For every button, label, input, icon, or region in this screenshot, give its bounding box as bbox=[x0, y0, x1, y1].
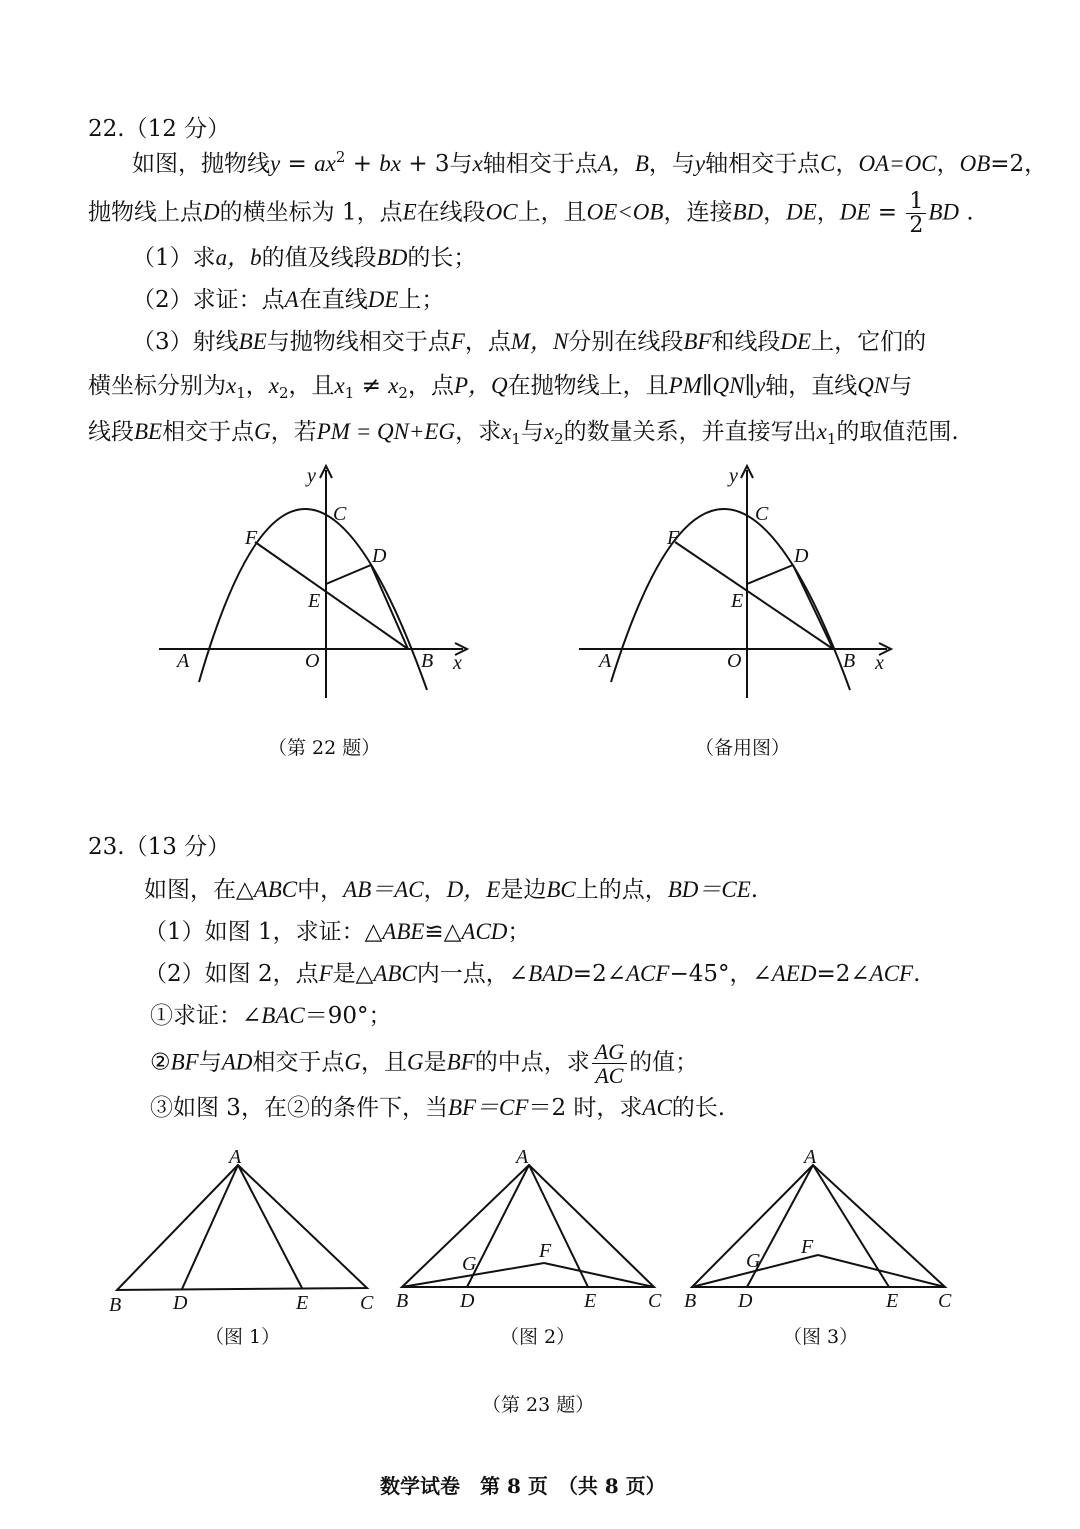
q23-figure-3 bbox=[682, 1145, 967, 1315]
label-G: G bbox=[462, 1253, 477, 1275]
label-C: C bbox=[333, 503, 347, 525]
label-D: D bbox=[460, 1290, 475, 1312]
label-x: x bbox=[453, 652, 462, 674]
one-half-fraction: $\frac{1}{2}$ bbox=[906, 190, 926, 237]
q22-intro-line: 如图，抛物线$y = ax^2$ + bx + 3与x轴相交于点A，B，与y轴相交于点C，OA=OC，OB=2， bbox=[132, 148, 1048, 177]
q23-figure-2 bbox=[392, 1145, 672, 1315]
q23-caption-2: （图 2） bbox=[500, 1326, 576, 1348]
label-A: A bbox=[516, 1146, 529, 1168]
label-A: A bbox=[229, 1146, 242, 1168]
label-G: G bbox=[746, 1250, 761, 1272]
q23-figure-1 bbox=[105, 1145, 385, 1315]
q23-sub1: ①求证：∠BAC＝90°； bbox=[150, 1003, 392, 1029]
q22-part1: （1）求a，b的值及线段BD的长； bbox=[132, 245, 477, 271]
label-C: C bbox=[360, 1292, 374, 1314]
triangle-ABC bbox=[117, 1165, 367, 1290]
segment-FC bbox=[544, 1263, 654, 1287]
label-O: O bbox=[727, 650, 742, 672]
q23-caption-1: （图 1） bbox=[205, 1326, 281, 1348]
label-B: B bbox=[396, 1290, 409, 1312]
label-B: B bbox=[421, 650, 434, 672]
label-D: D bbox=[738, 1290, 753, 1312]
label-F: F bbox=[539, 1240, 552, 1262]
q22-part3-line1: （3）射线BE与抛物线相交于点F，点M，N分别在线段BF和线段DE上，它们的 bbox=[132, 329, 927, 355]
q22-figure-spare bbox=[575, 462, 905, 702]
label-E: E bbox=[584, 1290, 597, 1312]
q22-part3-line3: 线段BE相交于点G，若PM = QN+EG，求$x_1$与$x_2$的数量关系，并直接写出$x_1$的取值范围. bbox=[88, 419, 959, 448]
q22-part3-line2: 横坐标分别为$x_1$，$x_2$，且$x_1 \ne x_2$，点P，Q在抛物线上，且PM∥QN∥y轴，直线QN与 bbox=[88, 373, 913, 402]
segment-AE bbox=[238, 1165, 302, 1288]
label-D: D bbox=[372, 545, 387, 567]
label-C: C bbox=[755, 503, 769, 525]
label-y: y bbox=[729, 465, 738, 487]
label-F: F bbox=[667, 527, 680, 549]
q23-header: 23.（13 分） bbox=[88, 834, 231, 860]
segment-ED bbox=[326, 565, 371, 584]
segment-AD bbox=[182, 1165, 238, 1289]
label-A: A bbox=[599, 650, 612, 672]
q22-part2: （2）求证：点A在直线DE上； bbox=[132, 287, 445, 313]
label-E: E bbox=[731, 590, 744, 612]
label-B: B bbox=[684, 1290, 697, 1312]
label-D: D bbox=[173, 1292, 188, 1314]
q22-condition-line: 抛物线上点D的横坐标为 1，点E在线段OC上，且OE<OB，连接BD，DE，DE = $\frac{1}{2}$ BD . bbox=[88, 189, 974, 239]
label-O: O bbox=[305, 650, 320, 672]
label-E: E bbox=[296, 1292, 309, 1314]
label-E: E bbox=[886, 1290, 899, 1312]
q22-caption-spare: （备用图） bbox=[695, 737, 791, 759]
q23-sub2: ②BF与AD相交于点G，且G是BF的中点，求 $\frac{AG}{AC}$ 的值； bbox=[150, 1039, 699, 1089]
segment-AE bbox=[529, 1165, 588, 1287]
label-D: D bbox=[794, 545, 809, 567]
label-y: y bbox=[307, 465, 316, 487]
q22-caption-main: （第 22 题） bbox=[268, 737, 381, 759]
triangle-ABC bbox=[692, 1165, 945, 1287]
segment-FC bbox=[818, 1255, 945, 1287]
label-A: A bbox=[804, 1146, 817, 1168]
q22-figure-main bbox=[155, 462, 485, 702]
segment-ED bbox=[747, 565, 793, 584]
label-B: B bbox=[109, 1294, 122, 1316]
label-E: E bbox=[308, 590, 321, 612]
q23-part1: （1）如图 1，求证：△ABE≌△ACD； bbox=[144, 919, 531, 945]
q23-intro: 如图，在△ABC中，AB＝AC，D，E是边BC上的点，BD＝CE. bbox=[144, 877, 759, 903]
label-A: A bbox=[177, 650, 190, 672]
ag-over-ac-fraction: $\frac{AG}{AC}$ bbox=[592, 1040, 627, 1087]
triangle-ABC bbox=[402, 1165, 654, 1287]
q23-part2: （2）如图 2，点F是△ABC内一点，∠BAD=2∠ACF−45°，∠AED=2∠ACF. bbox=[144, 961, 921, 987]
q22-header: 22.（12 分） bbox=[88, 116, 231, 142]
page-footer: 数学试卷 第 8 页 （共 8 页） bbox=[380, 1474, 666, 1498]
q23-sub3: ③如图 3，在②的条件下，当BF＝CF＝2 时，求AC的长. bbox=[150, 1095, 726, 1121]
q23-caption-3: （图 3） bbox=[783, 1326, 859, 1348]
label-F: F bbox=[245, 527, 258, 549]
label-B: B bbox=[843, 650, 856, 672]
label-x: x bbox=[875, 652, 884, 674]
label-F: F bbox=[801, 1236, 814, 1258]
label-C: C bbox=[648, 1290, 662, 1312]
label-C: C bbox=[938, 1290, 952, 1312]
q23-caption-main: （第 23 题） bbox=[482, 1394, 595, 1416]
